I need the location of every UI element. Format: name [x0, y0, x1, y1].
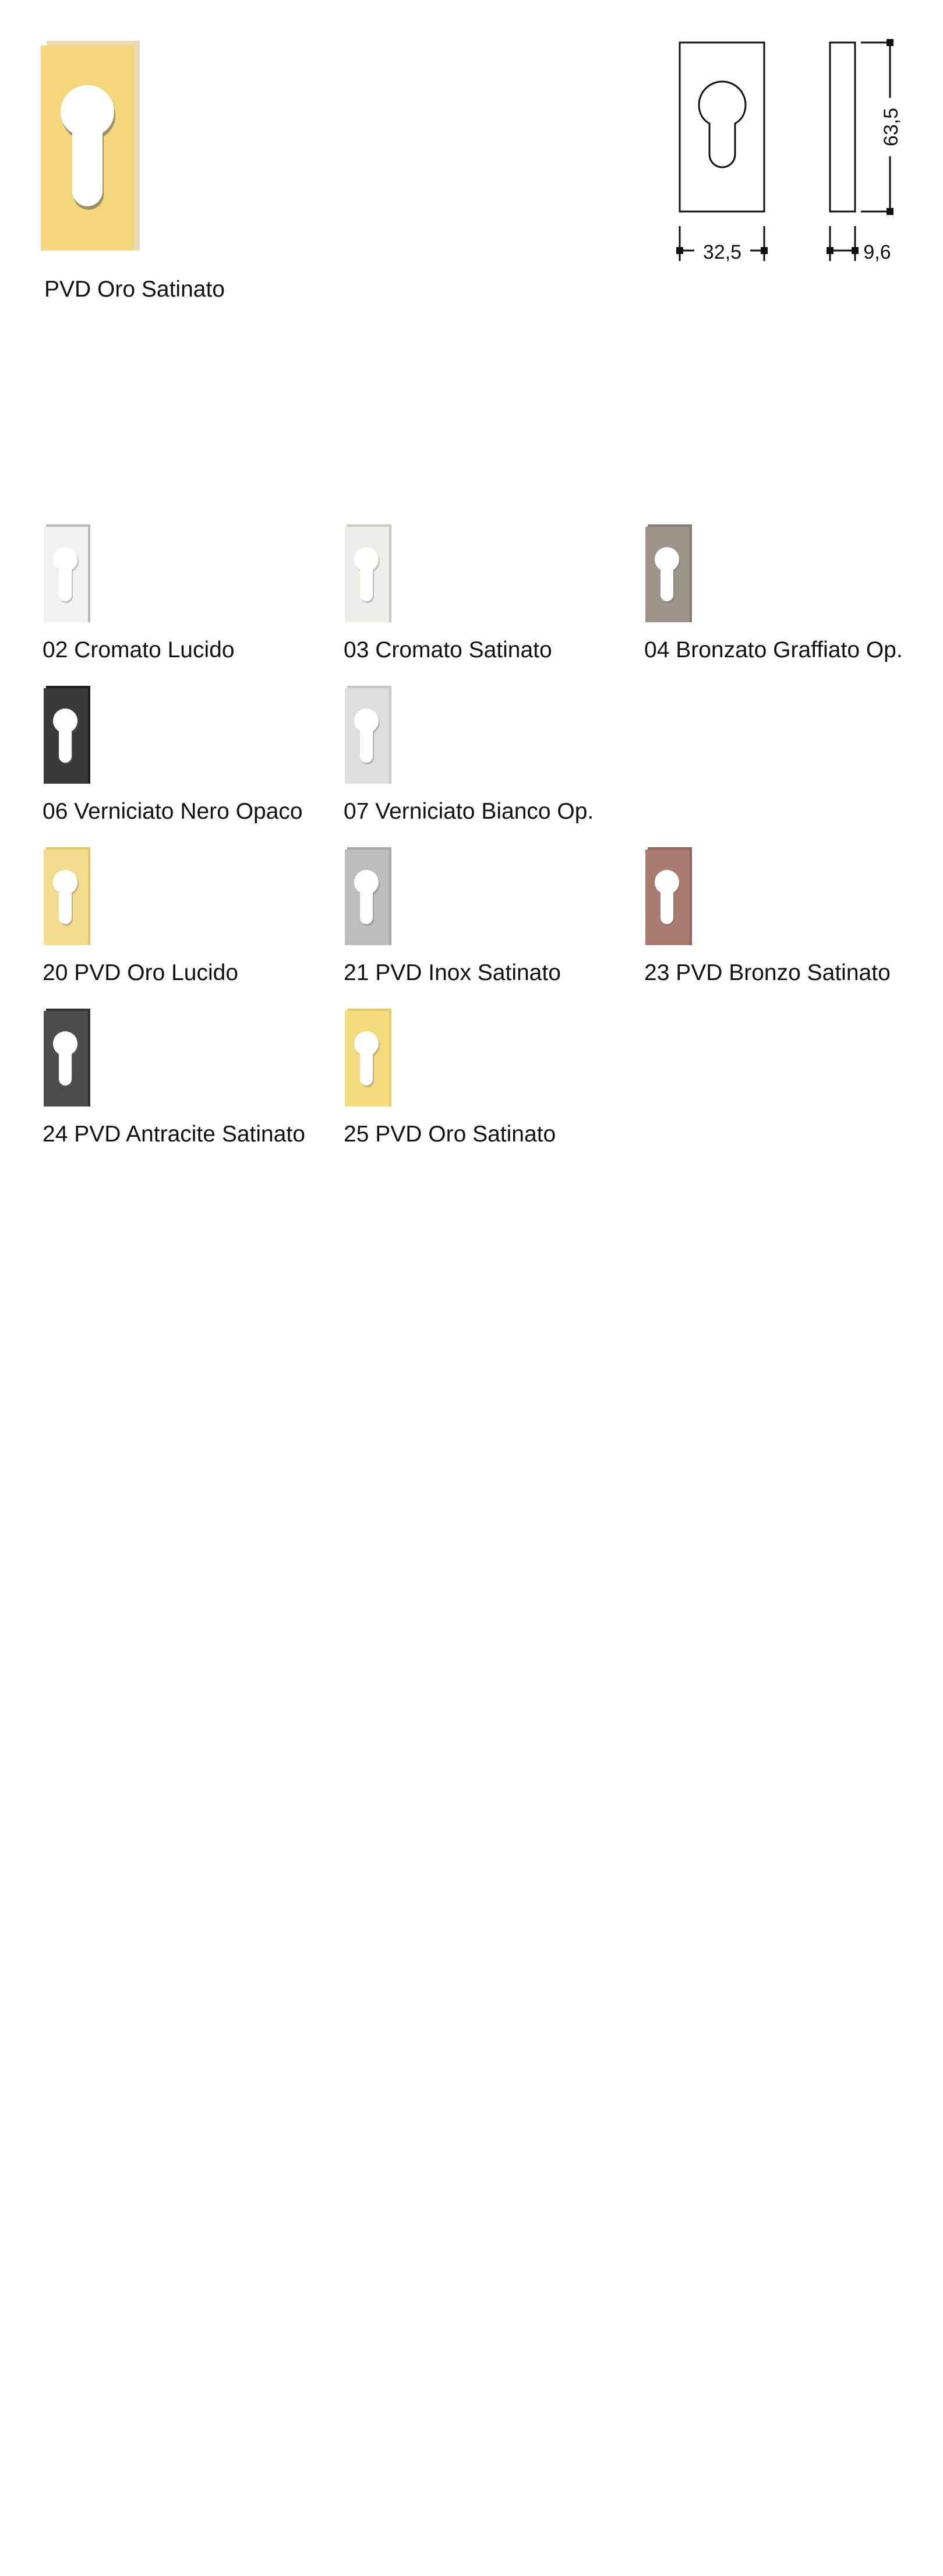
- finish-label: 06 Verniciato Nero Opaco: [43, 799, 303, 824]
- finish-item[interactable]: [344, 524, 623, 664]
- finish-label: 20 PVD Oro Lucido: [43, 960, 239, 985]
- finish-label: 21 PVD Inox Satinato: [344, 960, 561, 985]
- escutcheon-swatch-icon: [645, 847, 692, 945]
- depth-marker-left: [827, 247, 833, 254]
- finish-item[interactable]: [43, 1009, 322, 1148]
- width-marker-right: [761, 247, 768, 254]
- finish-swatch: [645, 524, 692, 622]
- finish-swatch: [345, 686, 391, 784]
- finish-item[interactable]: [344, 686, 623, 826]
- finish-label: 07 Verniciato Bianco Op.: [344, 799, 594, 824]
- escutcheon-swatch-icon: [44, 524, 90, 622]
- finish-label: 04 Bronzato Graffiato Op.: [644, 637, 903, 662]
- height-dimension-label: 63,5: [880, 107, 902, 147]
- escutcheon-swatch-icon: [44, 847, 90, 945]
- finish-swatch: [44, 524, 90, 622]
- finish-item[interactable]: [43, 524, 322, 664]
- escutcheon-swatch-icon: [345, 524, 391, 622]
- finish-item[interactable]: [644, 524, 924, 664]
- finish-label: 03 Cromato Satinato: [344, 637, 552, 662]
- finish-item[interactable]: [43, 847, 322, 987]
- finish-swatch: [345, 847, 391, 945]
- finish-label: 23 PVD Bronzo Satinato: [644, 960, 891, 985]
- technical-drawing: [664, 34, 920, 279]
- finish-item[interactable]: [644, 847, 924, 987]
- finish-label: 24 PVD Antracite Satinato: [43, 1122, 305, 1147]
- finish-item[interactable]: [43, 686, 322, 826]
- front-view-keyhole: [699, 82, 746, 167]
- depth-marker-right: [852, 247, 859, 254]
- finish-swatch: [345, 524, 391, 622]
- finish-swatch: [44, 686, 90, 784]
- escutcheon-swatch-icon: [645, 524, 692, 622]
- finish-swatch: [645, 847, 692, 945]
- height-marker-bottom: [887, 208, 893, 215]
- escutcheon-swatch-icon: [44, 686, 90, 784]
- hero-caption: PVD Oro Satinato: [44, 277, 225, 302]
- width-dimension-label: 32,5: [702, 241, 742, 263]
- width-marker-left: [676, 247, 683, 254]
- hero-product-image: [41, 41, 146, 251]
- finish-swatch: [44, 1009, 90, 1106]
- finish-swatch: [345, 1009, 391, 1106]
- height-marker-top: [887, 39, 893, 46]
- dimension-drawing-icon: [664, 34, 920, 279]
- finish-label: 02 Cromato Lucido: [43, 637, 235, 662]
- depth-dimension-label: 9,6: [863, 241, 891, 263]
- finish-label: 25 PVD Oro Satinato: [344, 1122, 556, 1147]
- side-view-outline: [830, 43, 855, 212]
- escutcheon-swatch-icon: [44, 1009, 90, 1106]
- finish-item[interactable]: [344, 847, 623, 987]
- escutcheon-swatch-icon: [345, 847, 391, 945]
- finish-item[interactable]: [344, 1009, 623, 1148]
- escutcheon-swatch-icon: [345, 1009, 391, 1106]
- escutcheon-rosette-icon: [41, 41, 146, 251]
- finish-swatch: [44, 847, 90, 945]
- escutcheon-swatch-icon: [345, 686, 391, 784]
- front-view-outline: [680, 43, 764, 212]
